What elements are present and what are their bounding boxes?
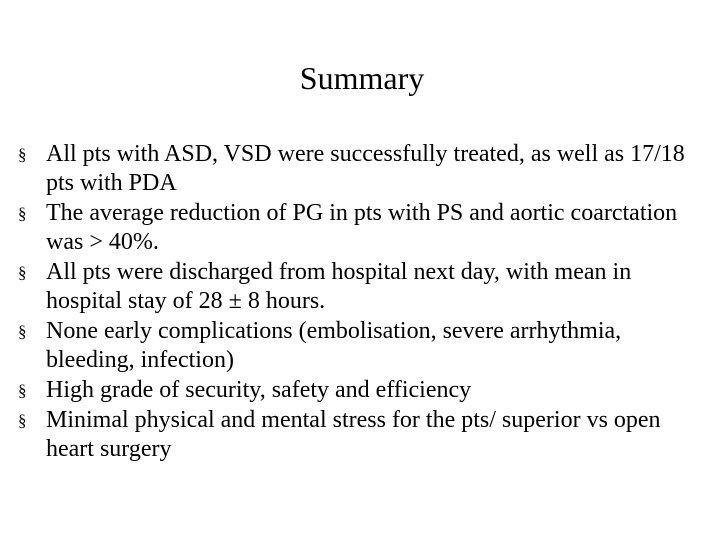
bullet-icon: § (18, 411, 27, 430)
bullet-item (18, 317, 708, 375)
bullet-icon: § (18, 204, 27, 223)
bullet-text: Minimal physical and mental stress for the pts/ superior vs open heart surgery (46, 407, 661, 462)
bullet-text: None early complications (embolisation, severe arrhythmia, bleeding, infection) (46, 318, 622, 373)
bullet-icon: § (18, 322, 27, 341)
bullet-icon: § (18, 263, 27, 282)
bullet-item (18, 376, 708, 405)
bullet-icon: § (18, 145, 27, 164)
slide-title: Summary (299, 60, 425, 96)
bullet-item (18, 199, 708, 257)
bullet-item (18, 140, 708, 198)
bullet-item (18, 258, 708, 316)
bullet-text: All pts with ASD, VSD were successfully treated, as well as 17/18 pts with PDA (46, 141, 685, 196)
bullet-text: High grade of security, safety and efficiency (46, 377, 472, 403)
bullet-list (18, 140, 708, 465)
bullet-text: The average reduction of PG in pts with PS and aortic coarctation was > 40%. (46, 200, 678, 255)
bullet-icon: § (18, 381, 27, 400)
bullet-item (18, 406, 708, 464)
bullet-text: All pts were discharged from hospital next day, with mean in hospital stay of 28 ± 8 hours. (46, 259, 632, 314)
